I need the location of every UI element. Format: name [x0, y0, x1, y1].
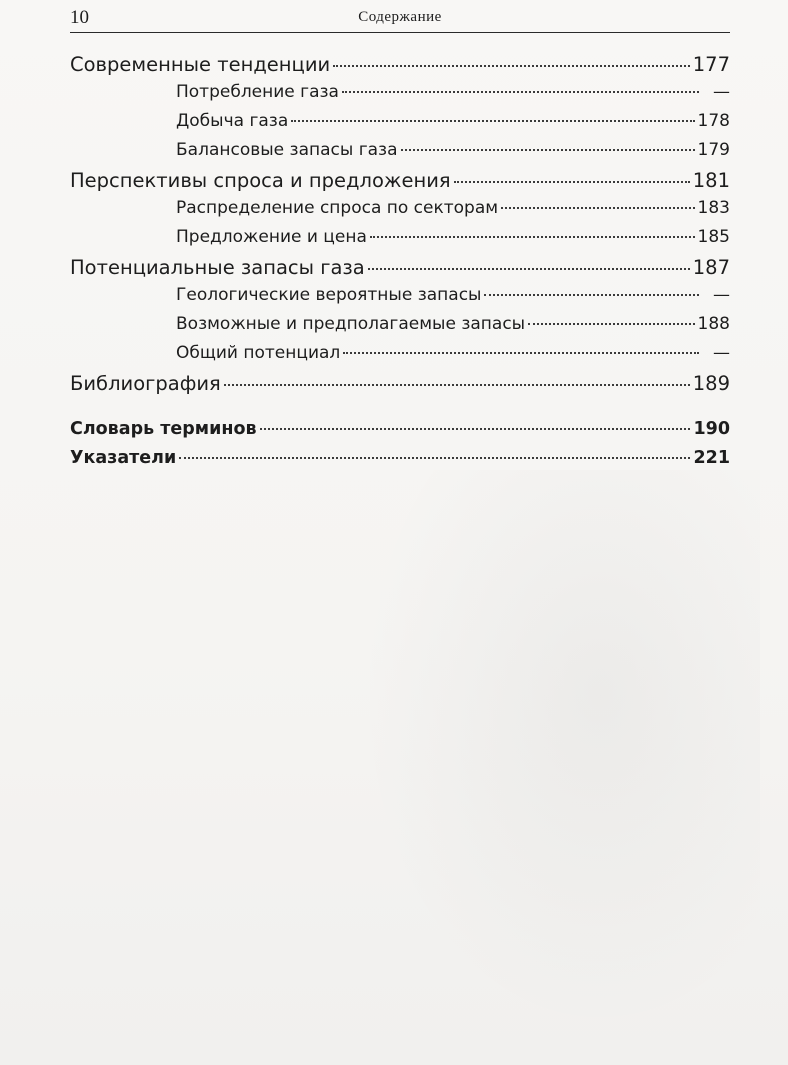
- toc-entry-page: —: [713, 82, 730, 102]
- toc-entry: [70, 169, 730, 198]
- dot-leader: [401, 149, 695, 151]
- toc-entry-page: 177: [692, 53, 730, 76]
- toc-entry-page: 181: [692, 169, 730, 192]
- toc-entry-page: 221: [693, 448, 730, 468]
- dot-leader: [291, 120, 694, 122]
- toc-entry-page: 178: [697, 111, 730, 131]
- dot-leader: [528, 323, 694, 325]
- dot-leader: [368, 268, 690, 270]
- toc-entry-page: 190: [693, 419, 730, 439]
- toc-entry: [70, 227, 730, 256]
- dot-leader: [370, 236, 695, 238]
- toc-entry-title: Потенциальные запасы газа: [70, 256, 365, 279]
- toc-entry: [70, 82, 730, 111]
- toc-entry-page: 179: [697, 140, 730, 160]
- toc-entry-title: Потребление газа: [176, 82, 339, 102]
- toc-entry: [70, 111, 730, 140]
- toc-entry: [70, 314, 730, 343]
- toc-entry-page: 188: [697, 314, 730, 334]
- table-of-contents: [70, 53, 730, 477]
- toc-entry-title: Добыча газа: [176, 111, 289, 131]
- toc-entry: [70, 140, 730, 169]
- toc-entry-title: Современные тенденции: [70, 53, 331, 76]
- toc-entry-title: Указатели: [70, 448, 177, 468]
- dot-leader: [333, 65, 690, 67]
- toc-entry: [70, 285, 730, 314]
- dot-leader: [343, 352, 699, 354]
- toc-entry-title: Общий потенциал: [176, 343, 341, 363]
- toc-entry-title: Предложение и цена: [176, 227, 367, 247]
- toc-entry: [70, 372, 730, 401]
- toc-entry-page: 185: [697, 227, 730, 247]
- toc-entry: [70, 448, 730, 477]
- toc-entry: [70, 198, 730, 227]
- toc-entry-page: —: [713, 285, 730, 305]
- dot-leader: [179, 457, 690, 459]
- dot-leader: [484, 294, 699, 296]
- toc-entry-title: Геологические вероятные запасы: [176, 285, 482, 305]
- dot-leader: [342, 91, 699, 93]
- toc-entry-page: —: [713, 343, 730, 363]
- toc-entry-title: Словарь терминов: [70, 419, 257, 439]
- toc-entry: [70, 343, 730, 372]
- toc-entry: [70, 256, 730, 285]
- toc-entry-page: 183: [697, 198, 730, 218]
- toc-entry-page: 187: [692, 256, 730, 279]
- dot-leader: [260, 428, 691, 430]
- toc-entry-title: Библиография: [70, 372, 221, 395]
- dot-leader: [501, 207, 694, 209]
- running-header: [70, 4, 730, 33]
- running-title: Содержание: [358, 9, 442, 25]
- dot-leader: [454, 181, 690, 183]
- toc-entry-title: Перспективы спроса и предложения: [70, 169, 451, 192]
- dot-leader: [224, 384, 690, 386]
- toc-entry-title: Распределение спроса по секторам: [176, 198, 499, 218]
- toc-entry-title: Балансовые запасы газа: [176, 140, 398, 160]
- toc-entry-title: Возможные и предполагаемые запасы: [176, 314, 526, 334]
- toc-entry: [70, 53, 730, 82]
- toc-entry: [70, 419, 730, 448]
- page-number: 10: [70, 7, 89, 28]
- show-through-shadow: [360, 470, 760, 1030]
- toc-entry-page: 189: [692, 372, 730, 395]
